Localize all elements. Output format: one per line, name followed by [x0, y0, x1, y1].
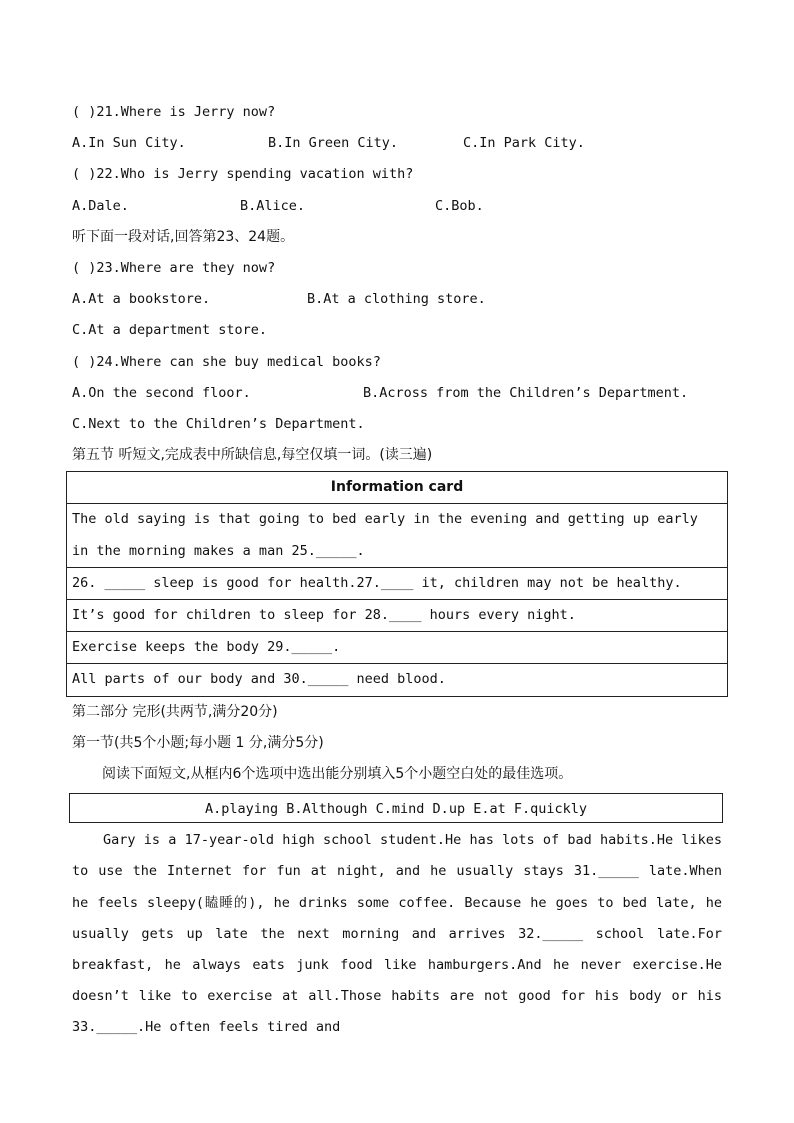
question-21-stem: ( )21.Where is Jerry now? [72, 104, 276, 120]
q24-option-b: B.Across from the Children’s Department. [363, 384, 689, 401]
question-22-options [72, 191, 730, 222]
info-row-30: All parts of our body and 30._____ need blood. [67, 664, 728, 696]
worksheet-page [72, 97, 730, 1044]
question-21-options [72, 128, 730, 159]
question-22-stem: ( )22.Who is Jerry spending vacation with? [72, 166, 414, 183]
info-row-26-27: 26. _____ sleep is good for health.27.____ it, children may not be healthy. [67, 567, 728, 599]
q22-option-b: B.Alice. [240, 197, 306, 214]
q22-option-c: C.Bob. [435, 197, 484, 214]
q21-option-b: B.In Green City. [268, 135, 399, 152]
information-card-title: Information card [67, 472, 728, 504]
question-24-stem: ( )24.Where can she buy medical books? [72, 353, 381, 370]
q21-option-a: A.In Sun City. [72, 135, 186, 152]
cloze-passage: Gary is a 17-year-old high school student.He has lots of bad habits.He likes to use the Internet for fun at night, and he usually stays 31._____ late.When he feels sleepy(瞌睡的), he drinks some coffee. Because he goes to bed late, he usually gets up late the next morning and arrives 32._____ school late.For breakfast, he always eats junk food like hamburgers.And he never exercise.He doesn’t like to exercise at all.Those habits are not good for his body or his 33._____.He often feels tired and [72, 832, 722, 1036]
instruction-23-24: 听下面一段对话,回答第23、24题。 [72, 228, 295, 245]
q24-option-c: C.Next to the Children’s Department. [72, 415, 365, 432]
question-23-stem: ( )23.Where are they now? [72, 259, 276, 276]
q22-option-a: A.Dale. [72, 197, 129, 214]
q21-option-c: C.In Park City. [463, 135, 585, 152]
info-row-28: It’s good for children to sleep for 28.____ hours every night. [67, 600, 728, 632]
question-23-options-ab [72, 284, 730, 315]
info-row-25: The old saying is that going to bed early in the evening and getting up early in the morning makes a man 25._____. [67, 504, 728, 567]
question-24-options-ab [72, 378, 730, 409]
option-box: A.playing B.Although C.mind D.up E.at F.quickly [69, 793, 723, 823]
information-card-table [66, 471, 728, 696]
q24-option-a: A.On the second floor. [72, 384, 251, 401]
q23-option-c: C.At a department store. [72, 322, 268, 339]
section-5-title: 第五节 听短文,完成表中所缺信息,每空仅填一词。(读三遍) [72, 447, 433, 464]
part-2-title: 第二部分 完形(共两节,满分20分) [72, 703, 278, 720]
q23-option-b: B.At a clothing store. [307, 291, 486, 308]
section-1-title: 第一节(共5个小题;每小题 1 分,满分5分) [72, 734, 324, 751]
cloze-instruction: 阅读下面短文,从框内6个选项中选出能分别填入5个小题空白处的最佳选项。 [102, 766, 573, 783]
q23-option-a: A.At a bookstore. [72, 291, 211, 308]
info-row-29: Exercise keeps the body 29._____. [67, 632, 728, 664]
